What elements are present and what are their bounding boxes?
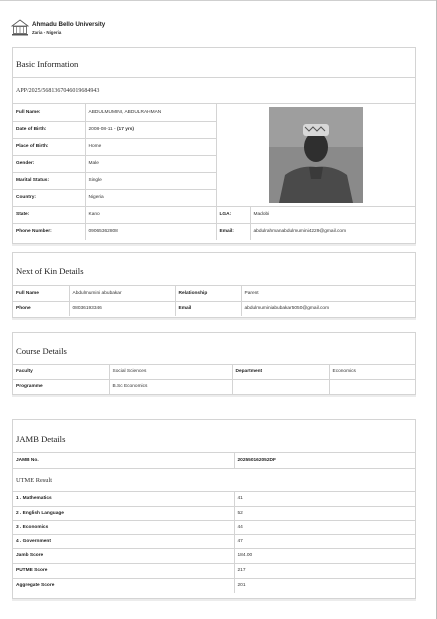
place-of-birth-label: Place of Birth: [13, 138, 85, 155]
kin-email-value: abdulmuminiabubakar5050@gmail.com [241, 301, 415, 316]
table-row [13, 520, 415, 534]
subject-mathematics-score: 41 [234, 492, 415, 506]
section-divider [12, 244, 416, 246]
full-name-value: ABDULMUMINI, ABDULRAHMAN [85, 104, 216, 121]
table-row [13, 534, 415, 548]
faculty-label: Faculty [13, 365, 109, 379]
department-value: Economics [329, 365, 415, 379]
basic-information-table [13, 104, 415, 240]
kin-relationship-label: Relationship [175, 286, 241, 301]
utme-result-table [13, 492, 415, 593]
kin-name-value: Abdulmumini abubakar [69, 286, 175, 301]
section-divider [12, 395, 416, 397]
subject-english-label: 2 . English Language [13, 506, 234, 520]
university-location: Zaria - Nigeria [32, 30, 62, 35]
course-details-section [12, 332, 416, 395]
table-row [13, 206, 415, 223]
kin-email-label: Email [175, 301, 241, 316]
email-value: abdulrahmanabdulmumini4229@gmail.com [250, 223, 415, 240]
empty-cell [329, 379, 415, 394]
department-label: Department [232, 365, 329, 379]
jamb-score-label: Jamb Score [13, 548, 234, 563]
kin-name-label: Full Name [13, 286, 69, 301]
university-header [10, 18, 210, 40]
table-row [13, 365, 415, 379]
full-name-label: Full Name: [13, 104, 85, 121]
basic-information-section [12, 47, 416, 244]
dob-value [85, 121, 216, 138]
dob-label: Date of Birth: [13, 121, 85, 138]
application-number: APP/2025/5681367046019684943 [13, 78, 415, 104]
subject-mathematics-label: 1 . Mathematics [13, 492, 234, 506]
email-label: Email: [216, 223, 250, 240]
lga-value: Madobi [250, 206, 415, 223]
university-name: Ahmadu Bello University [32, 21, 106, 28]
marital-status-label: Marital Status: [13, 172, 85, 189]
table-row [13, 104, 415, 121]
applicant-photo-image [269, 107, 363, 203]
lga-label: LGA: [216, 206, 250, 223]
subject-economics-label: 3 . Economics [13, 520, 234, 534]
phone-label: Phone Number: [13, 223, 85, 240]
next-of-kin-section [12, 252, 416, 318]
jamb-details-title: JAMB Details [13, 420, 415, 453]
dob-age: (17 yrs) [116, 127, 135, 132]
kin-phone-value: 08036193346 [69, 301, 175, 316]
university-crest-icon [10, 18, 30, 38]
subject-economics-score: 44 [234, 520, 415, 534]
table-row [13, 548, 415, 563]
course-details-table [13, 365, 415, 394]
state-value: Kano [85, 206, 216, 223]
kin-relationship-value: Parent [241, 286, 415, 301]
marital-status-value: Single [85, 172, 216, 189]
table-row [13, 301, 415, 316]
dob-date: 2008-08-11 - [88, 127, 117, 132]
empty-cell [232, 379, 329, 394]
kin-phone-label: Phone [13, 301, 69, 316]
faculty-value: Social Sciences [109, 365, 232, 379]
putme-score-value: 217 [234, 563, 415, 578]
course-details-title: Course Details [13, 333, 415, 365]
photo-cell [216, 104, 415, 206]
programme-value: B.Sc Economics [109, 379, 232, 394]
jamb-details-section [12, 419, 416, 599]
jamb-number-value: 202550162052DF [234, 453, 415, 468]
next-of-kin-title: Next of Kin Details [13, 253, 415, 286]
table-row [13, 223, 415, 240]
aggregate-score-value: 201 [234, 578, 415, 593]
table-row [13, 286, 415, 301]
section-divider [12, 599, 416, 601]
table-row [13, 578, 415, 593]
jamb-score-value: 184.00 [234, 548, 415, 563]
programme-label: Programme [13, 379, 109, 394]
page-top-border [0, 0, 437, 1]
subject-government-score: 47 [234, 534, 415, 548]
country-label: Country: [13, 189, 85, 206]
jamb-number-label: JAMB No. [13, 453, 234, 468]
place-of-birth-value: Home [85, 138, 216, 155]
jamb-number-table [13, 453, 415, 468]
applicant-photo [269, 107, 363, 203]
gender-value: Male [85, 155, 216, 172]
aggregate-score-label: Aggregate Score [13, 578, 234, 593]
gender-label: Gender: [13, 155, 85, 172]
phone-value: 09065362808 [85, 223, 216, 240]
table-row [13, 379, 415, 394]
table-row [13, 563, 415, 578]
subject-government-label: 4 . Government [13, 534, 234, 548]
country-value: Nigeria [85, 189, 216, 206]
state-label: State: [13, 206, 85, 223]
table-row [13, 506, 415, 520]
section-divider [12, 318, 416, 320]
table-row [13, 492, 415, 506]
basic-information-title: Basic Information [13, 48, 415, 78]
table-row [13, 453, 415, 468]
subject-english-score: 52 [234, 506, 415, 520]
next-of-kin-table [13, 286, 415, 316]
utme-result-title: UTME Result [13, 468, 415, 492]
putme-score-label: PUTME Score [13, 563, 234, 578]
